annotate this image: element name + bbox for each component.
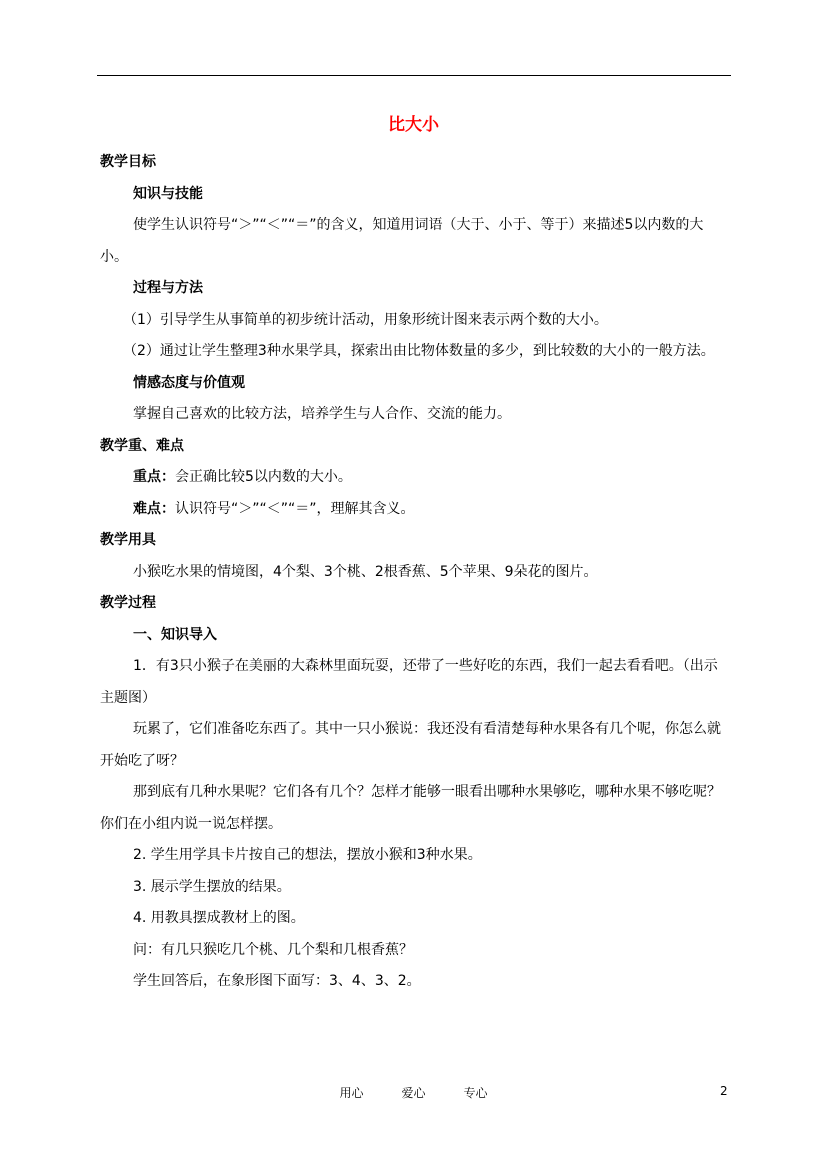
paragraph-b: 那到底有几种水果呢？它们各有几个？怎样才能够一眼看出哪种水果够吃，哪种水果不够吃呢？你们在小组内说一说怎样摆。 [100, 784, 721, 832]
key-label: 重点： [133, 469, 175, 485]
page-number: 2 [720, 1084, 728, 1098]
emotion-text: 掌握自己喜欢的比较方法，培养学生与人合作、交流的能力。 [133, 406, 511, 422]
question: 问：有几只猴吃几个桃、几个梨和几根香蕉？ [133, 941, 413, 958]
process-item-2: （2）通过让学生整理3种水果学具，探索出由比物体数量的多少，到比较数的大小的一般方法。 [123, 343, 715, 359]
process-item-1: （1）引导学生从事简单的初步统计活动，用象形统计图来表示两个数的大小。 [123, 311, 608, 328]
key-text: 会正确比较5以内数的大小。 [175, 469, 352, 485]
difficult-point [100, 494, 730, 526]
process-main-heading: 教学过程 [100, 595, 156, 611]
emotion-heading: 情感态度与价值观 [133, 374, 245, 391]
paragraph-a: 玩累了，它们准备吃东西了。其中一只小猴说：我还没有看清楚每种水果各有几个呢，你怎么就开始吃了呀？ [100, 721, 721, 769]
knowledge-heading: 知识与技能 [133, 185, 203, 202]
tools-heading: 教学用具 [100, 532, 156, 548]
intro-heading: 一、知识导入 [133, 626, 217, 643]
key-heading: 教学重、难点 [100, 437, 184, 454]
step-2: 2. 学生用学具卡片按自己的想法，摆放小猴和3种水果。 [133, 847, 482, 863]
process-heading: 过程与方法 [133, 280, 203, 296]
tools-text: 小猴吃水果的情境图，4个梨、3个桃、2根香蕉、5个苹果、9朵花的图片。 [133, 563, 598, 580]
step-3: 3. 展示学生摆放的结果。 [133, 878, 291, 895]
document-body [100, 147, 730, 998]
difficult-label: 难点： [133, 500, 175, 517]
difficult-text: 认识符号“＞”“＜”“＝”，理解其含义。 [175, 500, 415, 517]
step-1: 1．有3只小猴子在美丽的大森林里面玩耍，还带了一些好吃的东西，我们一起去看看吧。（出示主题图） [100, 658, 718, 706]
header-rule [97, 75, 731, 76]
answer: 学生回答后，在象形图下面写：3、4、3、2。 [133, 973, 421, 989]
footer-motto-1: 用心 [339, 1086, 364, 1100]
key-point [100, 462, 730, 494]
document-title: 比大小 [388, 115, 439, 135]
footer-motto-2: 爱心 [401, 1086, 426, 1100]
step-4: 4. 用教具摆成教材上的图。 [133, 910, 305, 926]
footer-motto-3: 专心 [463, 1086, 488, 1100]
knowledge-text: 使学生认识符号“＞”“＜”“＝”的含义，知道用词语（大于、小于、等于）来描述5以内数的大小。 [100, 217, 704, 265]
footer-motto [0, 1084, 827, 1101]
goals-heading: 教学目标 [100, 154, 156, 170]
